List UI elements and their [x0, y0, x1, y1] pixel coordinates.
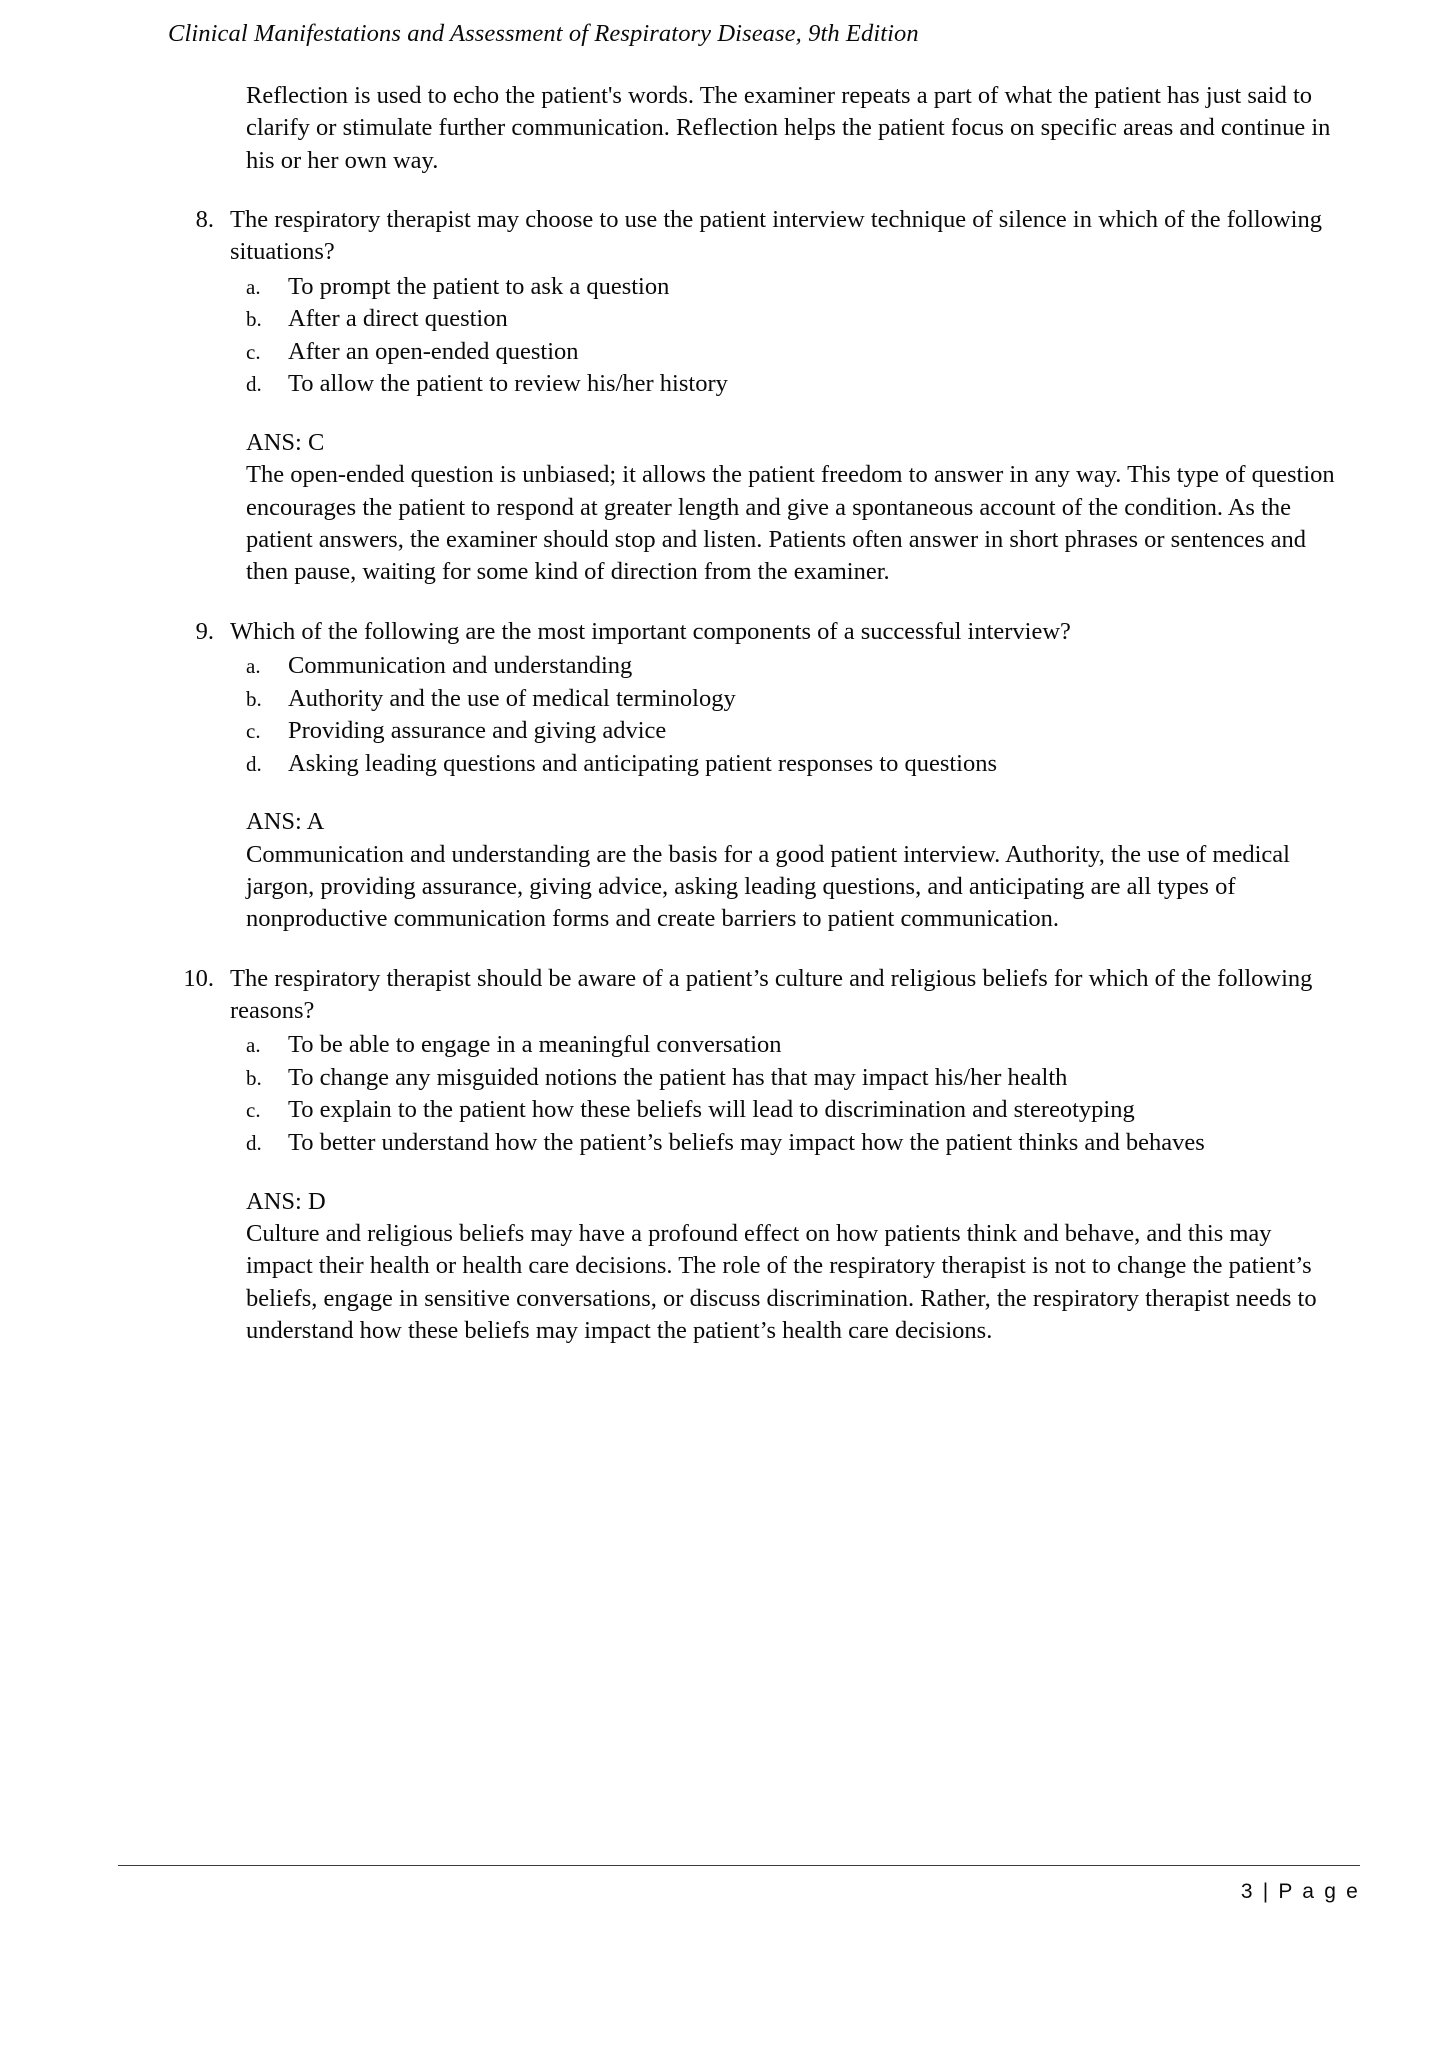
option-item[interactable]	[246, 271, 1338, 304]
option-text: To be able to engage in a meaningful conversation	[288, 1031, 782, 1059]
option-label: d.	[246, 1130, 262, 1155]
option-label: d.	[246, 751, 262, 776]
option-label: a.	[246, 653, 261, 678]
options-list	[246, 650, 1338, 780]
answer-key: ANS: D	[246, 1187, 326, 1215]
option-label: a.	[246, 274, 261, 299]
option-label: b.	[246, 1065, 262, 1090]
option-label: c.	[246, 1098, 261, 1123]
question-stem-row	[168, 616, 1338, 648]
option-text: Providing assurance and giving advice	[288, 717, 667, 745]
intro-paragraph: Reflection is used to echo the patient's words. The examiner repeats a part of what the patient has just said to clarify or stimulate further communication. Reflection helps the patient focus on specific areas and continue in his or her own way.	[246, 82, 1331, 174]
option-text: To explain to the patient how these beliefs will lead to discrimination and stereotyping	[288, 1096, 1135, 1124]
option-item[interactable]	[246, 748, 1338, 781]
options-list	[246, 271, 1338, 401]
option-item[interactable]	[246, 683, 1338, 716]
option-text: After an open-ended question	[288, 337, 579, 365]
option-label: b.	[246, 307, 262, 332]
question-number: 9.	[195, 617, 214, 645]
option-item[interactable]	[246, 1127, 1338, 1160]
question-block	[168, 204, 1338, 589]
option-label: a.	[246, 1033, 261, 1058]
question-number: 8.	[195, 205, 214, 233]
option-label: c.	[246, 339, 261, 364]
option-text: To change any misguided notions the patient has that may impact his/her health	[288, 1063, 1068, 1091]
option-item[interactable]	[246, 368, 1338, 401]
option-text: Communication and understanding	[288, 651, 633, 679]
option-item[interactable]	[246, 303, 1338, 336]
answer-explanation: The open-ended question is unbiased; it allows the patient freedom to answer in any way. This type of question encourages the patient to respond at greater length and give a spontaneous account of the condition. As the patient answers, the examiner should stop and listen. Patients often answer in short phrases or sentences and then pause, waiting for some kind of direction from the examiner.	[246, 461, 1335, 586]
option-text: To better understand how the patient’s beliefs may impact how the patient thinks and behaves	[288, 1128, 1205, 1156]
option-text: To prompt the patient to ask a question	[288, 272, 670, 300]
option-item[interactable]	[246, 1094, 1338, 1127]
option-item[interactable]	[246, 1062, 1338, 1095]
page-number: 3 | P a g e	[1240, 1880, 1360, 1903]
option-label: c.	[246, 719, 261, 744]
question-block	[168, 963, 1338, 1348]
running-header: Clinical Manifestations and Assessment of Respiratory Disease, 9th Edition	[168, 20, 919, 47]
answer-block	[246, 427, 1338, 589]
option-item[interactable]	[246, 336, 1338, 369]
question-stem-row	[168, 204, 1338, 269]
option-item[interactable]	[246, 1029, 1338, 1062]
answer-key: ANS: C	[246, 428, 325, 456]
option-label: d.	[246, 372, 262, 397]
answer-block	[246, 1186, 1338, 1348]
option-item[interactable]	[246, 650, 1338, 683]
option-text: To allow the patient to review his/her history	[288, 370, 728, 398]
question-stem-row	[168, 963, 1338, 1028]
answer-explanation: Communication and understanding are the basis for a good patient interview. Authority, the use of medical jargon, providing assurance, giving advice, asking leading questions, and anticipating are all types of nonproductive communication forms and create barriers to patient communication.	[246, 840, 1290, 933]
answer-explanation: Culture and religious beliefs may have a profound effect on how patients think and behave, and this may impact their health or health care decisions. The role of the respiratory therapist is not to change the patient’s beliefs, engage in sensitive conversations, or discuss discrimination. Rather, the respiratory therapist needs to understand how these beliefs may impact the patient’s health care decisions.	[246, 1219, 1317, 1344]
question-block	[168, 616, 1338, 936]
option-label: b.	[246, 686, 262, 711]
question-stem: The respiratory therapist may choose to use the patient interview technique of silence in which of the following situations?	[230, 205, 1322, 266]
answer-key: ANS: A	[246, 808, 325, 836]
options-list	[246, 1029, 1338, 1159]
option-text: After a direct question	[288, 305, 508, 333]
answer-block	[246, 806, 1338, 935]
option-text: Authority and the use of medical terminology	[288, 684, 736, 712]
option-text: Asking leading questions and anticipating patient responses to questions	[288, 749, 998, 777]
question-stem: Which of the following are the most important components of a successful interview?	[230, 617, 1071, 645]
page-content	[168, 80, 1338, 1347]
question-stem: The respiratory therapist should be aware of a patient’s culture and religious beliefs for which of the following reasons?	[230, 964, 1313, 1024]
option-item[interactable]	[246, 715, 1338, 748]
footer-divider	[118, 1865, 1360, 1866]
question-number: 10.	[183, 964, 214, 992]
